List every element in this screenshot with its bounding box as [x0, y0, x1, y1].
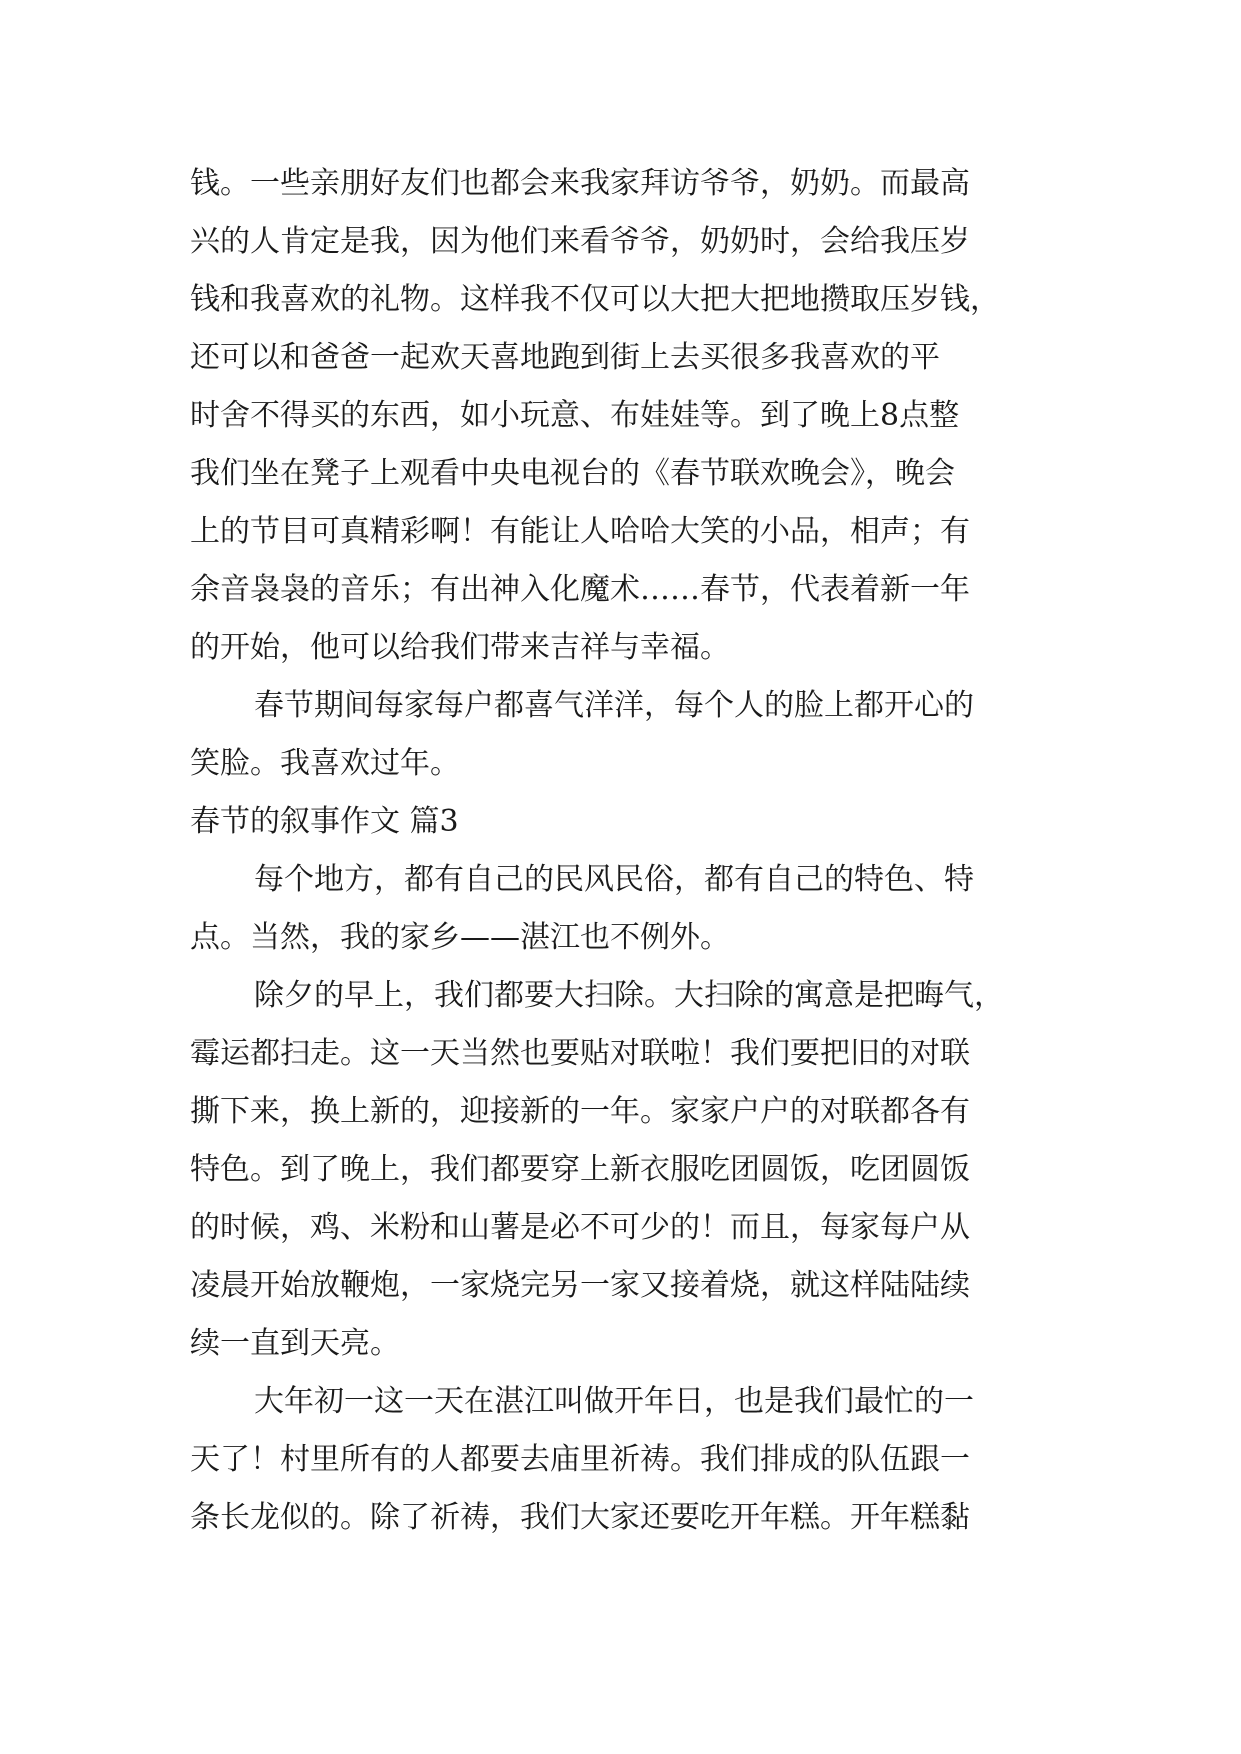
paragraph: [190, 677, 1050, 793]
text-line: 除夕的早上，我们都要大扫除。大扫除的寓意是把晦气，: [254, 978, 1004, 1013]
text-line: 点。当然，我的家乡——湛江也不例外。: [190, 920, 730, 955]
text-line: 天了！村里所有的人都要去庙里祈祷。我们排成的队伍跟一: [190, 1442, 970, 1477]
paragraph: [190, 967, 1050, 1373]
text-line: 钱和我喜欢的礼物。这样我不仅可以大把大把地攒取压岁钱，: [190, 282, 1000, 317]
text-line: 凌晨开始放鞭炮，一家烧完另一家又接着烧，就这样陆陆续: [190, 1268, 970, 1303]
text-line: 钱。一些亲朋好友们也都会来我家拜访爷爷，奶奶。而最高: [190, 166, 970, 201]
text-line: 特色。到了晚上，我们都要穿上新衣服吃团圆饭，吃团圆饭: [190, 1152, 970, 1187]
text-line: 续一直到天亮。: [190, 1326, 400, 1361]
text-line: 大年初一这一天在湛江叫做开年日，也是我们最忙的一: [254, 1384, 974, 1419]
text-line: 时舍不得买的东西，如小玩意、布娃娃等。到了晚上8点整: [190, 398, 960, 433]
text-line: 我们坐在凳子上观看中央电视台的《春节联欢晚会》，晚会: [190, 456, 955, 491]
text-line: 霉运都扫走。这一天当然也要贴对联啦！我们要把旧的对联: [190, 1036, 970, 1071]
text-line: 的时候，鸡、米粉和山薯是必不可少的！而且，每家每户从: [190, 1210, 970, 1245]
text-line: 上的节目可真精彩啊！有能让人哈哈大笑的小品，相声；有: [190, 514, 970, 549]
paragraph: [190, 1373, 1050, 1547]
paragraph: [190, 851, 1050, 967]
text-line: 笑脸。我喜欢过年。: [190, 746, 460, 781]
text-line: 条长龙似的。除了祈祷，我们大家还要吃开年糕。开年糕黏: [190, 1500, 970, 1535]
text-line: 春节期间每家每户都喜气洋洋，每个人的脸上都开心的: [254, 688, 974, 723]
text-line: 余音袅袅的音乐；有出神入化魔术……春节，代表着新一年: [190, 572, 970, 607]
document-body: [190, 155, 1050, 1547]
text-line: 兴的人肯定是我，因为他们来看爷爷，奶奶时，会给我压岁: [190, 224, 970, 259]
paragraph: [190, 155, 1050, 677]
text-line: 撕下来，换上新的，迎接新的一年。家家户户的对联都各有: [190, 1094, 970, 1129]
text-line: 每个地方，都有自己的民风民俗，都有自己的特色、特: [254, 862, 974, 897]
text-line: 的开始，他可以给我们带来吉祥与幸福。: [190, 630, 730, 665]
text-line: 还可以和爸爸一起欢天喜地跑到街上去买很多我喜欢的平: [190, 340, 940, 375]
section-title: 春节的叙事作文 篇3: [190, 804, 459, 839]
